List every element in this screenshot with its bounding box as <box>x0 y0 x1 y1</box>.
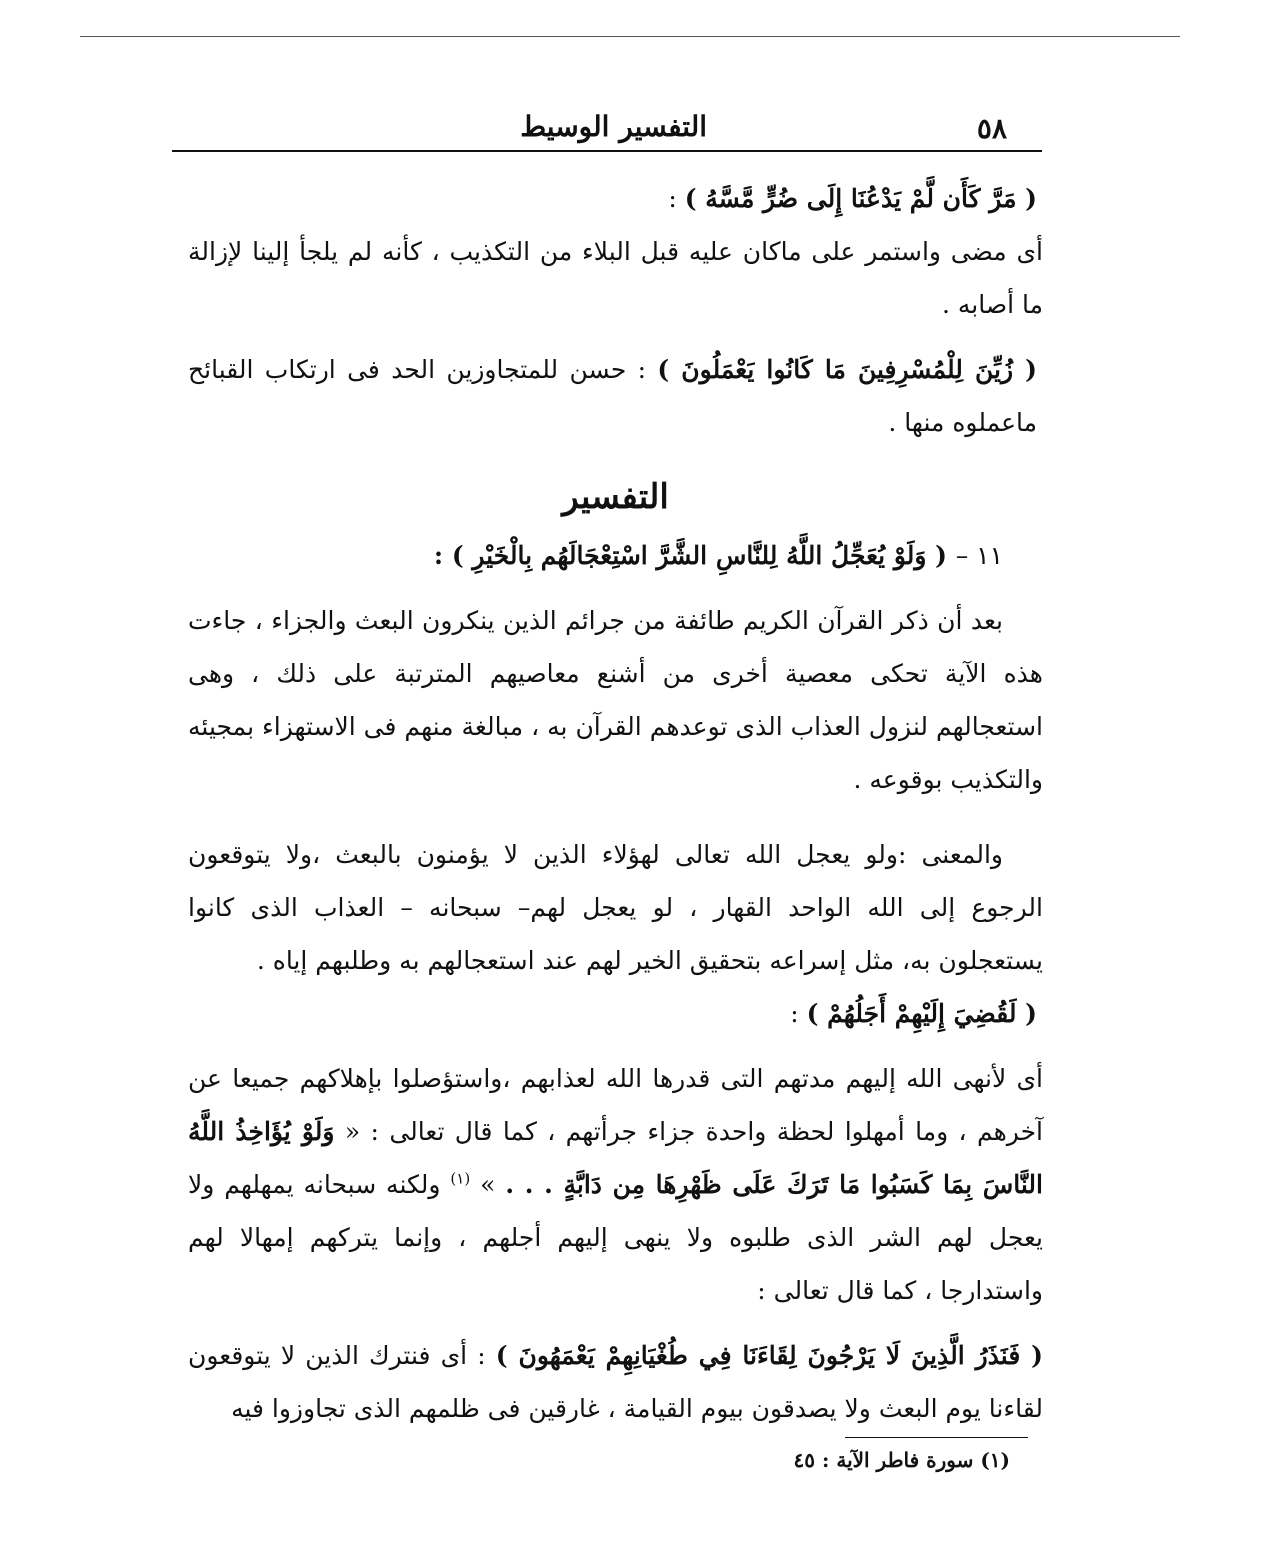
paragraph-4-text: : أى فنترك الذين لا يتوقعون لقاءنا يوم البعث ولا يصدقون بيوم القيامة ، غارقين فى ظلمهم الذى تجاوزوا فيه <box>188 1341 1043 1423</box>
paragraph-3-text-cont: ولكنه سبحانه يمهلهم ولا يعجل لهم الشر الذى طلبوه ولا ينهى إليهم أجلهم ، وإنما يتركهم إمهالا لهم واستدارجا ، كما قال تعالى : <box>188 1170 1043 1305</box>
vocab-explanation-2: : حسن للمتجاوزين الحد فى ارتكاب القبائح ماعملوه منها . <box>188 355 1037 437</box>
paragraph-1: بعد أن ذكر القرآن الكريم طائفة من جرائم الذين ينكرون البعث والجزاء ، جاءت هذه الآية تحكى معصية أخرى من أشنع معاصيهم المترتبة على ذلك ، وهى استعجالهم لنزول العذاب الذى توعدهم القرآن به ، مبالغة منهم فى الاستهزاء بمجيئه والتكذيب بوقوعه . <box>188 606 1043 794</box>
page-body <box>188 172 1043 1435</box>
footnote: (١) سورة فاطر الآية : ٤٥ <box>793 1448 1010 1472</box>
paragraph-4 <box>188 1329 1043 1435</box>
running-title: التفسير الوسيط <box>520 110 707 143</box>
quran-phrase: ( زُيِّنَ لِلْمُسْرِفِينَ مَا كَانُوا يَعْمَلُونَ ) <box>657 355 1037 384</box>
vocab-explanation-1: أى مضى واستمر على ماكان عليه قبل البلاء من التكذيب ، كأنه لم يلجأ إلينا لإزالة ما أصابه . <box>188 237 1043 319</box>
ayah-number: ١١ – <box>955 541 1003 570</box>
vocab-entry-1 <box>188 172 1043 225</box>
paragraph-2: والمعنى :ولو يعجل الله تعالى لهؤلاء الذين لا يؤمنون بالبعث ،ولا يتوقعون الرجوع إلى الله الواحد القهار ، لو يعجل لهم– سبحانه – العذاب الذى كانوا يستعجلون به، مثل إسراعه بتحقيق الخير لهم عند استعجالهم به وطلبهم إياه . <box>188 840 1043 975</box>
colon: : <box>790 999 807 1028</box>
vocab-entry-3 <box>188 987 1043 1040</box>
page-header <box>172 110 1042 150</box>
quran-quote: وَلَوْ يُؤَاخِذُ اللَّهُ النَّاسَ بِمَا كَسَبُوا مَا تَرَكَ عَلَى ظَهْرِهَا مِن دَابَّةٍ . . . <box>188 1117 1043 1199</box>
quran-phrase: ( فَنَذَرُ الَّذِينَ لَا يَرْجُونَ لِقَاءَنَا فِي طُغْيَانِهِمْ يَعْمَهُونَ ) <box>495 1341 1043 1370</box>
page-number: ٥٨ <box>976 112 1007 145</box>
vocab-entry-2 <box>188 343 1043 449</box>
footnote-rule <box>845 1437 1028 1438</box>
quran-phrase: ( لَقُضِيَ إِلَيْهِمْ أَجَلُهُمْ ) <box>806 999 1037 1028</box>
quran-phrase: ( مَرَّ كَأَن لَّمْ يَدْعُنَا إِلَى ضُرٍّ مَّسَّهُ ) <box>684 184 1037 213</box>
paragraph-3 <box>188 1052 1043 1317</box>
ayah-heading <box>188 529 1043 582</box>
quote-close: » <box>470 1170 506 1199</box>
footnote-marker[interactable]: (١) <box>450 1169 471 1188</box>
quran-phrase: ( وَلَوْ يُعَجِّلُ اللَّهُ لِلنَّاسِ الشَّرَّ اسْتِعْجَالَهُم بِالْخَيْرِ ) : <box>433 541 956 570</box>
colon: : <box>668 184 685 213</box>
scan-edge-line <box>80 36 1180 37</box>
header-rule <box>172 150 1042 152</box>
section-title: التفسير <box>562 477 669 517</box>
paragraph-3-text: أى لأنهى الله إليهم مدتهم التى قدرها الله لعذابهم ،واستؤصلوا بإهلاكهم جميعا عن آخرهم ، وما أمهلوا لحظة واحدة جزاء جرأتهم ، كما قال تعالى : « <box>188 1064 1044 1146</box>
